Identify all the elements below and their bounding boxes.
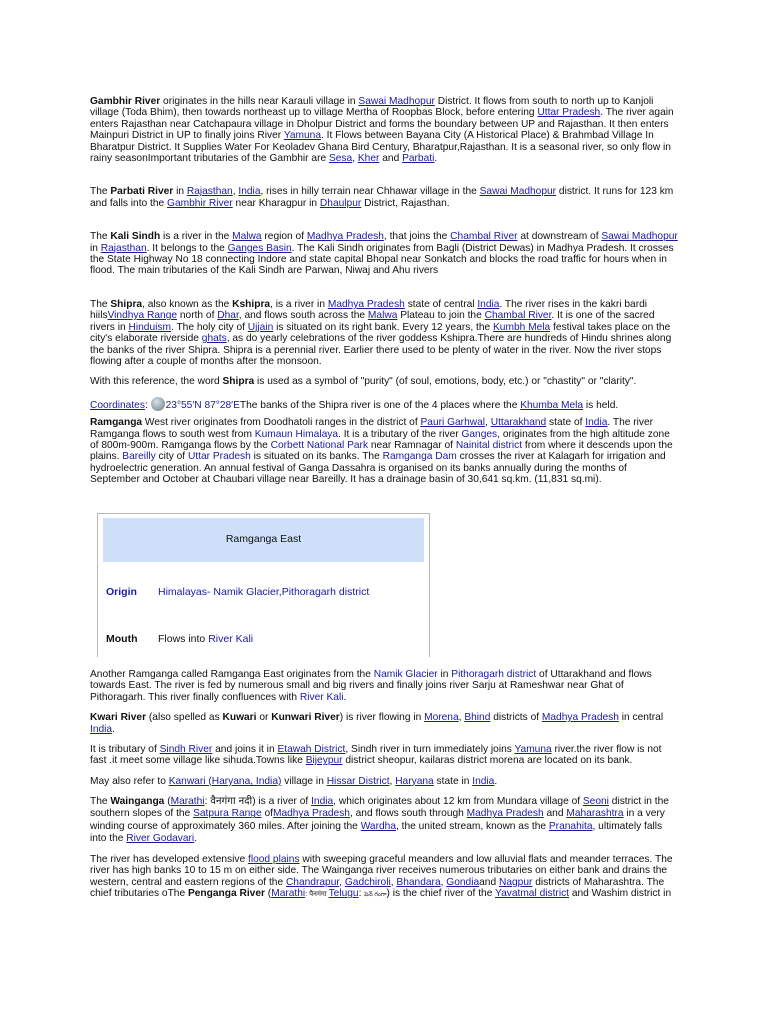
link-pithoragarh-district[interactable]: Pithoragarh district	[451, 669, 537, 680]
text: . The river rises in the kakri bardi hiils	[90, 298, 648, 322]
spacer	[90, 767, 678, 776]
link-kher[interactable]: Kher	[357, 153, 380, 165]
text: (	[164, 796, 171, 808]
link-bhind[interactable]: Bhind	[464, 712, 491, 724]
link-nagpur[interactable]: Nagpur	[498, 876, 533, 888]
globe-icon[interactable]	[151, 397, 165, 411]
spacer	[90, 703, 678, 712]
link-bareilly[interactable]: Bareilly	[122, 451, 156, 463]
heading-shipra: Shipra	[110, 298, 143, 310]
text: or	[256, 712, 272, 724]
text: Plateau to join the	[397, 310, 485, 322]
text: is a river in the	[160, 231, 233, 243]
heading-kwari: Kwari River	[90, 712, 147, 724]
text: .	[112, 723, 115, 735]
text: .	[434, 153, 438, 165]
text: . The river again enters Rajasthan near Catchapaura village in Dholpur District and forms the boundary between UP and Rajasthan. It then enters Mainpuri District in UP to finally joins River	[90, 107, 674, 142]
link-ujjain[interactable]: Ujjain	[247, 321, 274, 333]
link-madhya-pradesh[interactable]: Madhya Pradesh	[327, 298, 405, 310]
text: is used as a symbol of "purity" (of soul, emotions, body, etc.) or "chastity" or "clarity".	[254, 376, 637, 388]
text: . The holy city of	[170, 321, 248, 333]
link-river-kali[interactable]: River Kali	[299, 691, 344, 703]
text: It is tributary of	[90, 744, 160, 756]
link-malwa[interactable]: Malwa	[232, 231, 262, 243]
link-haryana[interactable]: Haryana	[395, 775, 434, 787]
text: festival takes place on the city's elaborate riverside	[90, 321, 671, 345]
text: and Washim district in	[569, 888, 672, 900]
text: , which originates about 12 km from Mundara village of	[333, 796, 583, 808]
link-madhya-pradesh[interactable]: Madhya Pradesh	[541, 712, 619, 724]
link-ghats[interactable]: ghats	[201, 333, 227, 345]
link-telugu[interactable]: Telugu	[328, 888, 359, 900]
link-ganges[interactable]: Ganges	[461, 428, 498, 440]
text: The	[90, 186, 111, 198]
text: in	[90, 242, 101, 254]
text: District. It flows from south to north up to Kanjoli village (Toda Bhim), then towards northeast up to village Mertha of Roopbas Block, before entering	[90, 96, 654, 119]
link-seoni[interactable]: Seoni	[582, 796, 609, 808]
text: ,	[458, 712, 465, 724]
text: is situated on its right bank. Every 12 years, the	[273, 321, 493, 333]
link-kanwari[interactable]: Kanwari (Haryana, India)	[168, 775, 282, 787]
heading-parbati: Parbati River	[110, 186, 174, 198]
link-khumba-mela[interactable]: Khumba Mela	[520, 399, 584, 411]
text: districts of	[490, 712, 542, 724]
text: .	[494, 775, 498, 787]
text: is held.	[583, 399, 619, 411]
link-gadchiroli[interactable]: Gadchiroli	[344, 876, 391, 888]
text: in a very winding course of approximately 360 miles. After joining the	[90, 808, 665, 832]
text: in central	[618, 712, 664, 724]
text: of	[261, 808, 273, 820]
link-chandrapur[interactable]: Chandrapur	[285, 876, 340, 888]
text: originates in the hills near Karauli village in	[160, 96, 359, 107]
link-vindhya-range[interactable]: Vindhya Range	[107, 310, 178, 322]
paragraph-parbati	[90, 186, 678, 209]
text: , ultimately falls into the	[90, 820, 663, 844]
text: ,	[339, 876, 345, 888]
text: near Ramnagar of	[368, 439, 456, 451]
link-ramganga-dam[interactable]: Ramganga Dam	[382, 451, 457, 463]
text: : पैनगंगा	[305, 891, 329, 899]
link-yavatmal-district[interactable]: Yavatmal district	[495, 888, 570, 900]
link-sawai-madhopur[interactable]: Sawai Madhopur	[601, 231, 678, 243]
link-rajasthan[interactable]: Rajasthan	[186, 186, 233, 198]
link-sawai-madhopur[interactable]: Sawai Madhopur	[358, 96, 435, 107]
paragraph-wainganga-floodplains	[90, 854, 678, 902]
text: ) is the chief river of the	[386, 888, 496, 900]
text: north of	[177, 310, 218, 322]
paragraph-ramganga-east	[90, 669, 678, 703]
text: , originates from the high altitude zone of 800m-900m. Ramganga flows by the	[90, 428, 670, 451]
infobox-header: Ramganga East	[103, 518, 424, 562]
link-rajasthan[interactable]: Rajasthan	[100, 242, 147, 254]
text: The banks of the Shipra river is one of the 4 places where the	[239, 399, 521, 411]
spacer	[90, 787, 678, 796]
text: is situated on its banks. The	[250, 451, 383, 463]
text: (	[264, 888, 272, 900]
heading-wainganga: Wainganga	[110, 796, 165, 808]
text: ,	[390, 876, 397, 888]
link-gondia[interactable]: Gondia	[446, 876, 480, 888]
text: state of central	[404, 298, 478, 310]
link-chambal-river[interactable]: Chambal River	[484, 310, 552, 322]
text: and joins it in	[212, 744, 278, 756]
link-morena[interactable]: Morena	[424, 712, 459, 724]
link-wardha[interactable]: Wardha	[360, 820, 396, 832]
text: , also known as the	[142, 298, 233, 310]
text: crosses the river at Kalagarh for irrigation and hydroelectric generation. An annual festival of Ganga Dassahra is organised on its banks annually during the months of September and October at Chaubari village near Bareilly. It has a drainage basin of 30,641 sq.km. (11,831 sq.mi).	[90, 451, 666, 486]
text: state in	[433, 775, 473, 787]
text: village in	[281, 775, 327, 787]
heading-penganga-river: Penganga River	[187, 888, 265, 900]
text: , the united stream, known as the	[395, 820, 549, 832]
text: The	[90, 796, 111, 808]
link-maharashtra[interactable]: Maharashtra	[566, 808, 624, 820]
paragraph-wainganga	[90, 796, 678, 845]
text: of Uttarakhand and flows towards East. The river is fed by numerous small and big rivers and finally joins river Sarju at Rameshwar near Ghat of Pithoragarh. This river finally confluences with	[90, 669, 652, 703]
link-india[interactable]: India	[477, 298, 500, 310]
link-ganges-basin[interactable]: Ganges Basin	[227, 242, 292, 254]
paragraph-gambhir	[90, 96, 678, 164]
text: , Sindh river in turn immediately joins	[345, 744, 515, 756]
article-body	[90, 96, 678, 486]
text: at downstream of	[517, 231, 602, 243]
text: , rises in hilly terrain near Chhawar village in the	[260, 186, 480, 198]
link-india[interactable]: India	[90, 723, 113, 735]
paragraph-shipra-meaning	[90, 376, 678, 387]
spacer	[90, 735, 678, 744]
text: ,	[232, 186, 239, 198]
link-marathi[interactable]: Marathi	[170, 796, 205, 808]
link-river-godavari[interactable]: River Godavari	[126, 832, 195, 844]
link-dhaulpur[interactable]: Dhaulpur	[319, 197, 362, 209]
paragraph-kwari-tributary	[90, 744, 678, 767]
spacer	[90, 277, 678, 299]
text: . It Flows between Bayana City (A Historical Place) & Brahmbad Village In Bharatpur District. It Supplies Water For Keoladev Ghana Bird Century, Bharatpur,Rajasthan. It is a seasonal river, so only flow in rainy seasonImportant tributaries of the Gambhir are	[90, 130, 671, 165]
paragraph-shipra	[90, 299, 678, 367]
text: , and flows south across the	[238, 310, 368, 322]
link-hissar-district[interactable]: Hissar District	[326, 775, 390, 787]
text: in	[437, 669, 452, 680]
text: With this reference, the word	[90, 376, 223, 388]
heading-kali-sindh: Kali Sindh	[110, 231, 161, 243]
origin-label: Origin	[106, 586, 137, 598]
link-etawah-district[interactable]: Etawah District	[277, 744, 346, 756]
link-pranahita[interactable]: Pranahita	[548, 820, 593, 832]
infobox-ramganga-east	[97, 513, 430, 657]
text: with sweeping graceful meanders and low alluvial flats and meander terraces. The river has high banks 10 to 15 m on either side. The Wainganga river receives numerous tributaries on either bank and drains the western, central and eastern regions of the	[90, 854, 673, 888]
text: District, Rajasthan.	[361, 197, 450, 209]
link-sindh-river[interactable]: Sindh River	[159, 744, 213, 756]
text: The river has developed extensive	[90, 854, 248, 866]
link-yamuna[interactable]: Yamuna	[514, 744, 552, 756]
mouth-label: Mouth	[106, 633, 138, 645]
link-kumaun-himalaya[interactable]: Kumaun Himalaya	[254, 428, 339, 440]
text: city of	[155, 451, 188, 463]
text: district. It runs for 123 km and falls into the	[90, 186, 674, 209]
bold-shipra: Shipra	[222, 376, 255, 388]
text: ) is river flowing in	[339, 712, 425, 724]
text: . The river Ramganga flows to south west from	[90, 417, 654, 440]
paragraph-kwari-refer	[90, 776, 678, 787]
bold-kuwari: Kuwari	[222, 712, 257, 724]
spacer	[90, 845, 678, 854]
link-bhandara[interactable]: Bhandara	[396, 876, 441, 888]
text: . It belongs to the	[146, 242, 228, 254]
paragraph-coordinates	[90, 397, 678, 411]
link-nainital-district[interactable]: Nainital district	[455, 439, 523, 451]
text: : वैनगंगा नदी) is a river of	[204, 796, 312, 808]
text: and	[479, 876, 499, 888]
link-malwa[interactable]: Malwa	[367, 310, 398, 322]
text: near Kharagpur in	[232, 197, 320, 209]
link-gambhir-river[interactable]: Gambhir River	[167, 197, 233, 209]
text: :	[144, 399, 151, 411]
link-yamuna[interactable]: Yamuna	[283, 130, 322, 142]
article-body-lower	[90, 669, 678, 902]
link-madhya-pradesh[interactable]: Madhya Pradesh	[306, 231, 384, 243]
text: in	[173, 186, 187, 198]
link-india[interactable]: India	[585, 417, 608, 429]
link-bijeypur[interactable]: Bijeypur	[305, 755, 343, 767]
text: The	[90, 231, 111, 243]
mouth-value	[158, 634, 253, 645]
text: ,	[440, 876, 447, 888]
text: ,	[352, 153, 358, 165]
link-uttarakhand[interactable]: Uttarakhand	[490, 417, 547, 429]
text: . The Kali Sindh originates from Bagli (District Dewas) in Madhya Pradesh. It crosses the State Highway No 18 connecting Indore and state capital Bhopal near Sonkatch and blocks the road traffic for hours when in flood. The main tributaries of the Kali Sindh are Parwan, Niwaj and Ahu rivers	[90, 242, 674, 277]
spacer	[90, 388, 678, 397]
text: :	[358, 888, 365, 900]
link-coordinates[interactable]: Coordinates	[90, 399, 145, 411]
text: , and flows south through	[349, 808, 467, 820]
link-pauri-garhwal[interactable]: Pauri Garhwal	[420, 417, 486, 429]
paragraph-kwari	[90, 712, 678, 735]
link-corbett-national-park[interactable]: Corbett National Park	[270, 439, 369, 451]
telugu-text: పెన్ గంగా	[364, 892, 387, 899]
spacer	[90, 209, 678, 231]
heading-kshipra: Kshipra	[232, 298, 271, 310]
heading-gambhir: Gambhir River	[90, 96, 161, 107]
text: district sheopur, kailaras district morena are located on its bank.	[342, 755, 633, 767]
link-uttar-pradesh[interactable]: Uttar Pradesh	[537, 107, 601, 119]
link-india[interactable]: India	[472, 775, 495, 787]
coordinates-value[interactable]: 23°55′N 87°28′E	[165, 399, 240, 411]
text: , that joins the	[383, 231, 451, 243]
text: .	[343, 691, 347, 703]
text: and	[543, 808, 567, 820]
text: ,	[485, 417, 491, 429]
link-sawai-madhopur[interactable]: Sawai Madhopur	[479, 186, 557, 198]
link-madhya-pradesh[interactable]: Madhya Pradesh	[272, 808, 350, 820]
link-river-kali[interactable]: River Kali	[208, 633, 254, 645]
link-sesa[interactable]: Sesa	[328, 153, 353, 165]
text: from where it descends upon the plains.	[90, 439, 673, 463]
heading-ramganga: Ramganga	[90, 417, 143, 429]
link-dhar[interactable]: Dhar	[217, 310, 239, 322]
text: .	[194, 832, 198, 844]
origin-value[interactable]: Himalayas- Namik Glacier,Pithoragarh district	[158, 586, 370, 598]
text: river.the river flow is not fast .it meet some village like sihuda.Towns like	[90, 744, 662, 767]
text: state of	[546, 417, 586, 429]
text: Flows into	[158, 633, 209, 645]
text: region of	[261, 231, 307, 243]
paragraph-kali-sindh	[90, 231, 678, 277]
link-satpura-range[interactable]: Satpura Range	[193, 808, 262, 820]
spacer	[90, 164, 678, 186]
text: Another Ramganga called Ramganga East originates from the	[90, 669, 374, 680]
text: and	[379, 153, 403, 165]
link-flood-plains[interactable]: flood plains	[248, 854, 300, 866]
paragraph-ramganga	[90, 417, 678, 485]
link-marathi[interactable]: Marathi	[271, 888, 306, 900]
text: . It is a tributary of the river	[338, 428, 462, 440]
spacer	[90, 367, 678, 376]
text: districts of Maharashtra. The chief tributaries oThe	[90, 876, 665, 900]
link-hinduism[interactable]: Hinduism	[128, 321, 171, 333]
text: The	[90, 298, 111, 310]
link-uttar-pradesh[interactable]: Uttar Pradesh	[187, 451, 251, 463]
text: , is a river in	[270, 298, 328, 310]
text: (also spelled as	[146, 712, 223, 724]
link-parbati[interactable]: Parbati	[402, 153, 435, 165]
link-india[interactable]: India	[238, 186, 261, 198]
link-namik-glacier[interactable]: Namik Glacier	[373, 669, 438, 680]
link-india[interactable]: India	[311, 796, 334, 808]
text: . It is one of the sacred rivers in	[90, 310, 655, 333]
text: May also refer to	[90, 775, 169, 787]
text: district in the southern slopes of the	[90, 796, 669, 820]
text: ,	[389, 775, 396, 787]
link-kumbh-mela[interactable]: Kumbh Mela	[493, 321, 551, 333]
text: , as do yearly celebrations of the river goddess Kshipra.There are hundreds of Hindu shrines along the banks of the river Shipra. Shipra is a perennial river. Earlier there used to be plenty of water in the river. Now the river stops flowing after a couple of months after the monsoon.	[90, 333, 672, 367]
text: West river originates from Doodhatoli ranges in the district of	[142, 417, 421, 429]
link-chambal-river[interactable]: Chambal River	[450, 231, 518, 243]
bold-kunwari-river: Kunwari River	[271, 712, 340, 724]
link-madhya-pradesh[interactable]: Madhya Pradesh	[466, 808, 544, 820]
